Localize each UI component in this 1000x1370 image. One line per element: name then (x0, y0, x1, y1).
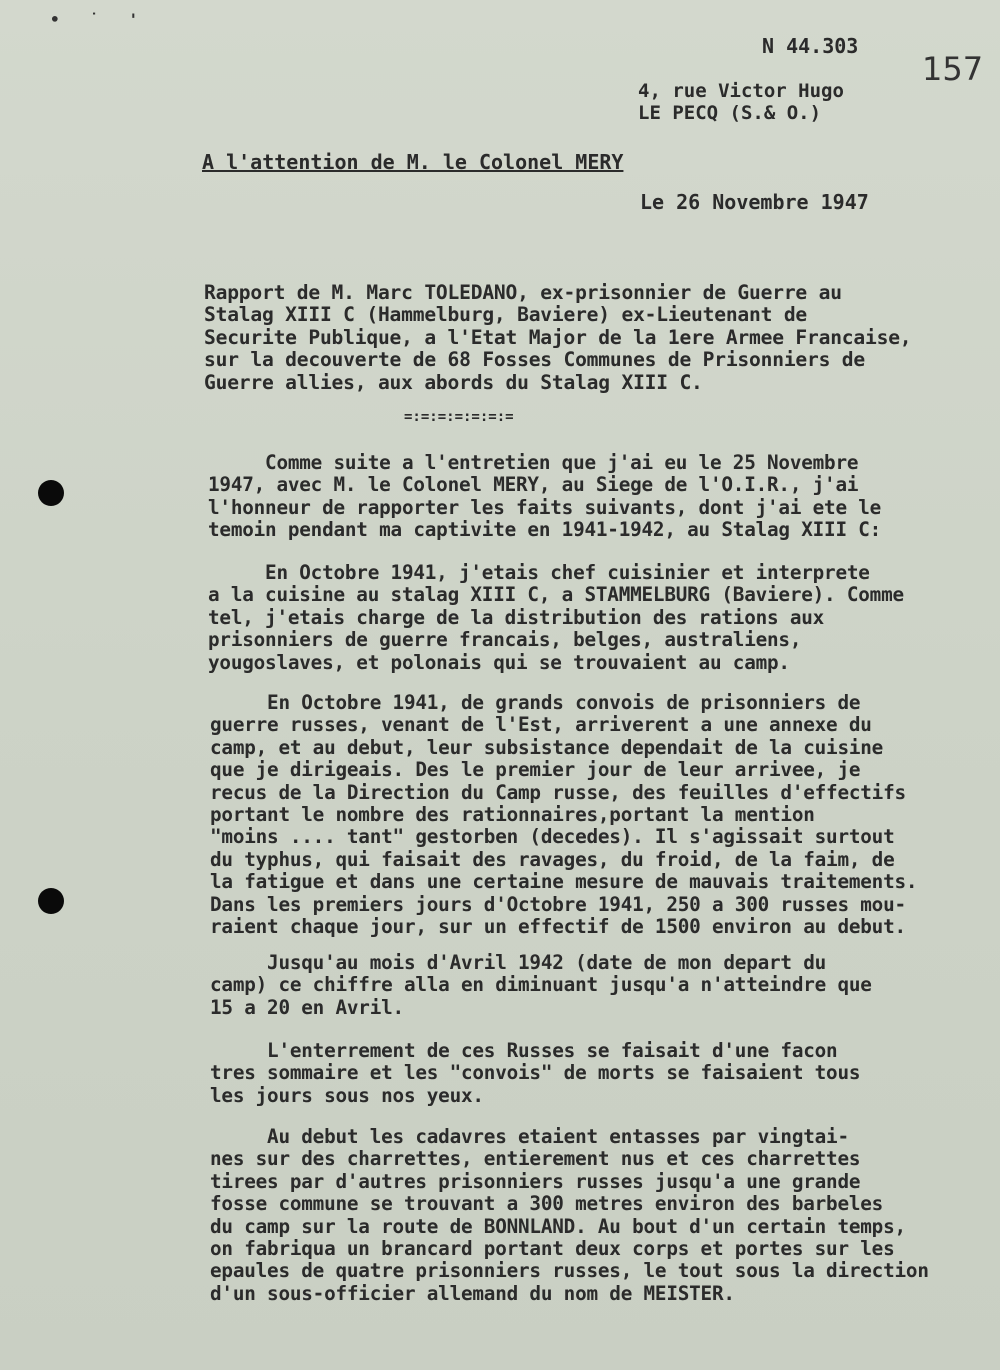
paragraph-4 (210, 952, 872, 1019)
subject-line: Securite Publique, a l'Etat Major de la 1ere Armee Francaise, (204, 325, 912, 349)
text-line: En Octobre 1941, de grands convois de prisonniers de (210, 691, 861, 714)
text-line: nes sur des charrettes, entierement nus et ces charrettes (210, 1147, 861, 1171)
text-line: prisonniers de guerre francais, belges, australiens, (208, 628, 802, 652)
subject-line: Stalag XIII C (Hammelburg, Baviere) ex-Lieutenant de (204, 303, 808, 327)
text-line: 15 a 20 en Avril. (210, 995, 404, 1019)
paragraph-6 (210, 1126, 929, 1305)
report-subject (204, 282, 911, 394)
text-line: L'enterrement de ces Russes se faisait d'une facon (210, 1039, 838, 1062)
subject-line: Rapport de M. Marc TOLEDANO, ex-prisonnier de Guerre au (204, 281, 842, 304)
text-line: Dans les premiers jours d'Octobre 1941, 250 a 300 russes mou- (210, 892, 906, 916)
text-line: tel, j'etais charge de la distribution des rations aux (208, 605, 825, 629)
text-line: epaules de quatre prisonniers russes, le tout sous la direction (210, 1259, 929, 1283)
address-line: 4, rue Victor Hugo (638, 80, 844, 102)
text-line: temoin pendant ma captivite en 1941-1942, au Stalag XIII C: (208, 518, 882, 542)
text-line: raient chaque jour, sur un effectif de 1500 environ au debut. (210, 915, 906, 939)
paragraph-2 (208, 562, 904, 674)
text-line: camp, et au debut, leur subsistance dependait de la cuisine (210, 735, 884, 759)
page-number: 157 (922, 50, 984, 88)
punch-hole-bottom (38, 888, 64, 914)
reference-number: N 44.303 (762, 34, 859, 58)
punch-hole-top (38, 480, 64, 506)
separator: =:=:=:=:=:=:= (404, 409, 514, 425)
text-line: tirees par d'autres prisonniers russes jusqu'a une grande (210, 1169, 861, 1193)
text-line: camp) ce chiffre alla en diminuant jusqu'a n'atteindre que (210, 973, 872, 997)
text-line: tres sommaire et les "convois" de morts se faisaient tous (210, 1061, 861, 1085)
text-line: du camp sur la route de BONNLAND. Au bout d'un certain temps, (210, 1214, 906, 1238)
paragraph-5 (210, 1040, 860, 1107)
text-line: yougoslaves, et polonais qui se trouvaient au camp. (208, 650, 790, 674)
text-line: Comme suite a l'entretien que j'ai eu le 25 Novembre (208, 451, 859, 474)
subject-line: sur la decouverte de 68 Fosses Communes de Prisonniers de (204, 348, 865, 372)
text-line: portant le nombre des rationnaires,portant la mention (210, 803, 815, 827)
text-line: fosse commune se trouvant a 300 metres environ des barbeles (210, 1192, 884, 1216)
address-line: LE PECQ (S.& O.) (638, 102, 822, 124)
text-line: recus de la Direction du Camp russe, des feuilles d'effectifs (210, 780, 906, 804)
text-line: la fatigue et dans une certaine mesure de mauvais traitements. (210, 870, 918, 894)
attention-line: A l'attention de M. le Colonel MERY (202, 150, 624, 174)
sender-address (638, 80, 844, 124)
text-line: "moins .... tant" gestorben (decedes). Il s'agissait surtout (210, 825, 895, 849)
text-line: du typhus, qui faisait des ravages, du froid, de la faim, de (210, 847, 895, 871)
text-line: En Octobre 1941, j'etais chef cuisinier et interprete (208, 561, 870, 584)
text-line: les jours sous nos yeux. (210, 1083, 484, 1107)
subject-line: Guerre allies, aux abords du Stalag XIII C. (204, 370, 703, 394)
edge-marks: • ˙ ' (50, 10, 149, 29)
text-line: que je dirigeais. Des le premier jour de leur arrivee, je (210, 758, 861, 782)
text-line: on fabriqua un brancard portant deux corps et portes sur les (210, 1237, 895, 1261)
paragraph-1 (208, 452, 881, 542)
text-line: Au debut les cadavres etaient entasses par vingtai- (210, 1125, 849, 1148)
paragraph-3 (210, 692, 917, 938)
letter-date: Le 26 Novembre 1947 (640, 190, 869, 214)
text-line: a la cuisine au stalag XIII C, a STAMMELBURG (Baviere). Comme (208, 583, 904, 607)
text-line: Jusqu'au mois d'Avril 1942 (date de mon depart du (210, 951, 827, 974)
text-line: l'honneur de rapporter les faits suivants, dont j'ai ete le (208, 495, 882, 519)
text-line: 1947, avec M. le Colonel MERY, au Siege de l'O.I.R., j'ai (208, 473, 859, 497)
text-line: d'un sous-officier allemand du nom de MEISTER. (210, 1281, 735, 1305)
text-line: guerre russes, venant de l'Est, arriverent a une annexe du (210, 713, 872, 737)
